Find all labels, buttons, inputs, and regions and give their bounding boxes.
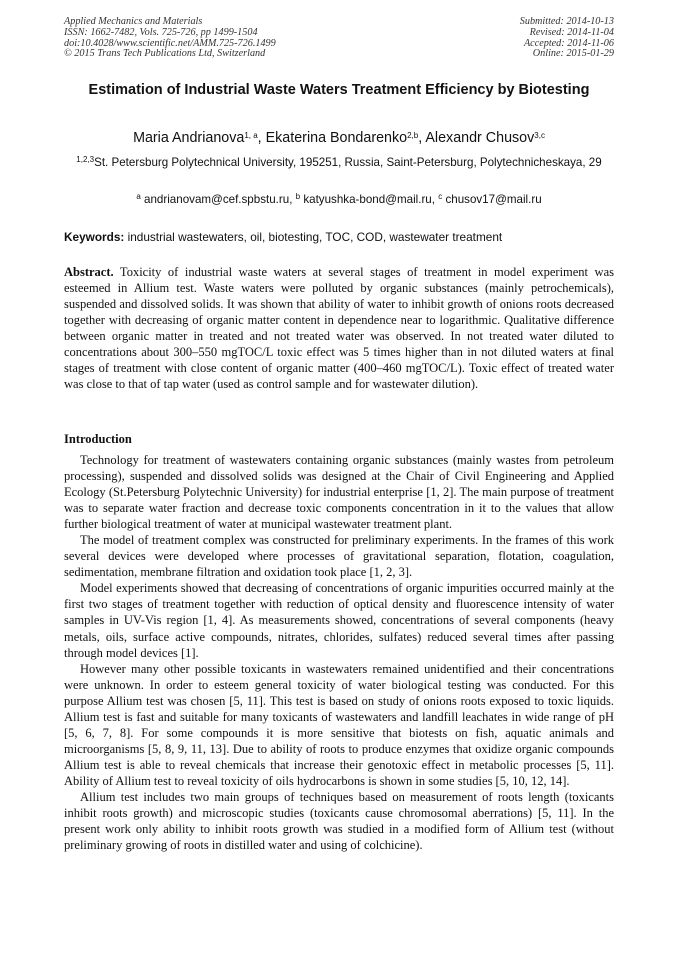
- affiliation-text: St. Petersburg Polytechnical University, 195251, Russia, Saint-Petersburg, Polytechnicheskaya, 29: [94, 156, 602, 169]
- email-superscript: b: [295, 192, 301, 201]
- journal-name: Applied Mechanics and Materials: [64, 16, 203, 27]
- abstract-label: Abstract.: [64, 265, 114, 279]
- date-revised: Revised: 2014-11-04: [529, 26, 614, 38]
- author-name: Ekaterina Bondarenko: [265, 130, 408, 146]
- paragraph: However many other possible toxicants in wastewaters remained unidentified and their concentrations were unknown. In order to esteem general toxicity of water biological testing was conducted. For this purpose Allium test was chosen [5, 11]. This test is based on study of onions roots exposed to toxic liquids. Allium test is fast and suitable for many toxicants of wastewaters and landfill leachates in wide range of pH [5, 6, 7, 8]. For some compounds it is more sensitive that biotests on fish, aquatic animals and microorganisms [5, 8, 9, 11, 13]. Due to ability of roots to produce enzymes that oxidize organic compounds Allium test is able to reveal chemicals that increase their genotoxic effect in metabolic processes [5, 11]. Ability of Allium test to reveal toxicity of oils hydrocarbons is shown in some studies [5, 10, 12, 14].: [64, 661, 614, 788]
- author-name: Maria Andrianova: [133, 130, 245, 146]
- paragraph: The model of treatment complex was constructed for preliminary experiments. In the frames of this work several devices were developed where processes of gravitational separation, flotation, coagulation, sedimentation, membrane filtration and oxidation took place [1, 2, 3].: [64, 533, 614, 580]
- author-list: [64, 129, 614, 147]
- email-list: [64, 192, 614, 207]
- email-superscript: a: [136, 192, 141, 201]
- affiliation-superscript: 1,2,3: [76, 155, 95, 164]
- email-separator: ,: [289, 193, 296, 206]
- keywords-text: industrial wastewaters, oil, biotesting, TOC, COD, wastewater treatment: [124, 230, 503, 244]
- author-separator: ,: [418, 130, 426, 146]
- email-address: andrianovam@cef.spbstu.ru: [144, 193, 290, 206]
- date-online: Online: 2015-01-29: [532, 48, 614, 60]
- paragraph: Allium test includes two main groups of techniques based on measurement of roots length (toxicants inhibit roots growth) and microscopic studies (toxicants cause chromosomal aberrations) [5, 11]. In the present work only ability to inhibit roots growth was studied in a modified form of Allium test (without preliminary growing of roots in distilled water and using of colchicine).: [64, 789, 614, 853]
- author-superscript: 2,b: [407, 131, 419, 140]
- email-address: katyushka-bond@mail.ru: [303, 193, 432, 206]
- paragraph: Model experiments showed that decreasing of concentrations of organic impurities occurred mainly at the first two stages of treatment together with reduction of optical density and fluorescence intensity of water samples in UV-Vis region [1, 4]. As measurements showed, concentrations of several components (heavy metals, oils, surface active compounds, nitrates, chlorides, sulfates) reduced several times after passing through model devices [1].: [64, 581, 614, 660]
- journal-header-right: [520, 17, 614, 60]
- journal-doi: doi:10.4028/www.scientific.net/AMM.725-726.1499: [64, 37, 276, 49]
- section-heading-introduction: Introduction: [64, 432, 132, 446]
- journal-issn: ISSN: 1662-7482, Vols. 725-726, pp 1499-1504: [64, 26, 258, 38]
- email-superscript: c: [438, 192, 443, 201]
- author-name: Alexandr Chusov: [425, 130, 535, 146]
- abstract-text: Toxicity of industrial waste waters at several stages of treatment in model experiment was esteemed in Allium test. Waste waters were polluted by organic substances (mainly petrochemicals), suspended and dissolved solids. It was shown that ability of water to inhibit growth of onions roots decreased together with decreasing of organic matter content in dependence near to logarithmic. Qualitative difference between organic matter in treated and not treated water was observed. In not treated water diluted to concentrations about 300–550 mgTOC/L toxic effect was 5 times higher than in not diluted waters at final stages of treatment with close content of organic matter (400–460 mgTOC/L). Toxic effect of treated water was close to that of tap water (used as control sample and for wastewater dilution).: [64, 265, 614, 392]
- author-superscript: 1, a: [244, 131, 258, 140]
- email-separator: ,: [431, 193, 439, 206]
- date-submitted: Submitted: 2014-10-13: [519, 16, 614, 27]
- author-superscript: 3,c: [534, 131, 545, 140]
- author-separator: ,: [257, 130, 266, 146]
- date-accepted: Accepted: 2014-11-06: [523, 37, 614, 49]
- paper-title: Estimation of Industrial Waste Waters Treatment Efficiency by Biotesting: [88, 82, 590, 98]
- paragraph: Technology for treatment of wastewaters containing organic substances (mainly wastes from petroleum processing), suspended and dissolved solids was designed at the Chair of Civil Engineering and Applied Ecology (St.Petersburg Polytechnic University) for industrial enterprise [1, 2]. The main purpose of treatment was to separate water fraction and decrease toxic components concentration in it to the values that allow further biological treatment of water at municipal wastewater treatment plant.: [64, 453, 614, 532]
- keywords-label: Keywords:: [64, 230, 125, 244]
- email-address: chusov17@mail.ru: [445, 193, 542, 206]
- abstract: [64, 264, 614, 392]
- keywords: [64, 230, 614, 244]
- journal-copyright: © 2015 Trans Tech Publications Ltd, Switzerland: [64, 48, 266, 60]
- affiliation: [64, 155, 614, 171]
- introduction-body: [64, 452, 614, 853]
- journal-header-left: [64, 17, 276, 60]
